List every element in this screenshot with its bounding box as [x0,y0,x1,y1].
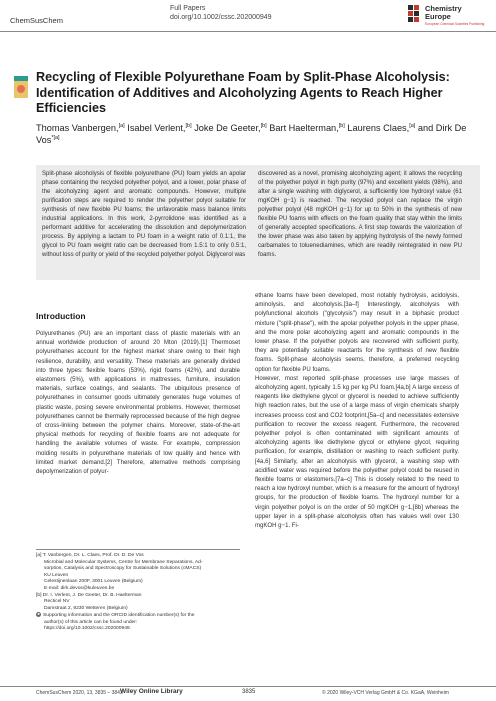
page-number: 3835 [242,689,256,695]
logo-title [425,5,462,21]
author-name: Laurens Claes, [347,123,410,133]
author-name: and Dirk De Vos [36,123,467,146]
logo-subtitle: European Chemical Societies Publishing [425,22,485,26]
author-affiliation: [a] [118,122,125,129]
supporting-info-line: author(s) of this article can be found under: [44,619,138,625]
author-affiliation: [b] [185,122,192,129]
footnote-email[interactable]: E-mail: dirk.devos@kuleuven.be [44,585,115,591]
footnote-line: Damstraat 2, 9230 Wetteren (Belgium) [44,605,128,611]
logo-title-line: Chemistry [425,4,462,13]
author-affiliation: [a] [409,122,416,129]
footnote-line: [a] T. Vanbergen, Dr. L. Claes, Prof. Dr. D. De Vos [36,553,144,558]
author-affiliation: [b] [260,122,267,129]
footer-citation: ChemSusChem 2020, 13, 3835 – 3843 [36,690,123,696]
logo-mark-icon [408,5,422,29]
abstract-box [36,165,480,280]
author-affiliation: *[a] [51,135,60,142]
journal-cover-icon [14,76,28,98]
supporting-info-icon: ■ [37,612,40,617]
supporting-info-text: Supporting information and the ORCID identification number(s) for the [43,613,195,619]
author-name: Bart Haelterman, [269,123,339,133]
abstract-left-column: Split-phase alcoholysis of flexible polyurethane (PU) foam yields an apolar phase containing the recycled polyether polyol, and a lower, polar phase of the alcoholyzing agent and aromatic compounds. However, multiple purification steps are required to render the polyether polyol suitable for synthesis of new flexible PU foams; the unfavorable mass balance limits industrial applications. In this work, 2-pyrrolidone was identified as a performant additive for accelerating the dissolution and depolymerization process. By applying a lactam to PU foam in a weight ratio of 0.1:1, the glycol to PU foam weight ratio can be decreased from 1.5:1 to only 0.5:1, without loss of purity or yield of the recycled polyether polyol. Diglycerol was [42,171,246,259]
logo-title-line: Europe [425,12,451,21]
journal-name: ChemSusChem [10,16,63,25]
footnote-line: KU Leuven [44,572,69,578]
body-right-column: ethane foams have been developed, most notably hydrolysis, acidolysis, aminolysis, and alcoholysis.[3a–f] Interestingly, alcoholysis with polyfunctional alcohols ("glycolysis") may result in a biphasic product mixture ("split-phase"), with the apolar polyether polyols in the upper phase, and the more polar alcoholyzing agent and aromatic compounds in the lower phase. If the polyether polyols are recovered with sufficient purity, they are potentially suitable reactants for the synthesis of new flexible foams. Split-phase alcoholysis seems, therefore, a preferred recycling option for flexible PU foams. However, most reported split-phase processes use large masses of alcoholyzing agent, typically 1.5 kg per kg PU foam.[4a,b] A large excess of reagents like diethylene glycol or glycerol is needed to achieve sufficiently high reaction rates, but the use of a large mass of virgin chemicals sharply increases process cost and CO2 footprint,[5a–c] and necessitates extensive purification to recover the excess reagent. Furthermore, the recovered polyether polyol is often contaminated with significant amounts of alcoholyzing agents like diethylene glycol or ethylene glycol, requiring purification, for example, distillation or washing to reach sufficient purity.[4a,6] Similarly, after an alcoholysis with glycerol, a washing step with acidified water was required before the polyether polyol could be reused in flexible foams or elastomers.[7a–c] This is closely related to the need to reach a low hydroxyl number, which is a measure for the amount of hydroxyl groups, for the production of flexible foams. The hydroxyl number for a virgin polyether polyol is on the order of 50 mgKOH g−1,[8b] whereas the upper layer in a split-phase alcoholysis often has values well over 130 mgKOH g−1. Fi- [255,293,459,530]
footer-rule [0,686,496,687]
header-rule [0,31,496,32]
supporting-info-line [36,612,242,619]
footnote-line: [b] Dr. I. Verlent, J. De Geeter, Dr. B. Haelterman [36,592,142,598]
author-list [36,122,476,147]
wiley-online-library-link[interactable]: Wiley Online Library [120,688,183,695]
author-name: Isabel Verlent, [127,123,186,133]
abstract-right-column: discovered as a novel, promising alcoholyzing agent; it allows the recycling of the polyether polyol in high purity (97%) and excellent yields (98%), and after a single washing with diglycerol, a sufficiently low hydroxyl value (61 mgKOH g−1) is reached. The recycled polyol can replace the virgin polyether polyol (48 mgKOH g−1) for up to 50% in the synthesis of new flexible PU foams with effects on the foam quality that stay within the limits of generally accepted specifications. A first step towards the valorization of the lower phase was also taken by applying hydrolysis of the newly formed carbamates to toluenediamines, which are readily reintegrated in new PU foams. [258,171,462,259]
footnote-line: Celestijnenlaan 200F, 3001 Leuven (Belgium) [44,579,143,585]
supporting-info-link[interactable]: https://doi.org/10.1002/cssc.202000949. [44,626,132,632]
footer-copyright: © 2020 Wiley-VCH Verlag GmbH & Co. KGaA, Weinheim [322,690,449,696]
footnote-line: Microbial and Molecular Systems, Centre for Membrane Separations, Ad- [44,559,203,565]
footnote-rule [36,549,240,550]
chemistry-europe-logo [408,4,492,34]
author-name: Thomas Vanbergen, [36,123,119,133]
paper-type: Full Papers [170,5,206,12]
affiliation-footnotes [36,553,242,633]
body-left-column: Polyurethanes (PU) are an important class of plastic materials with an annual worldwide production of around 20 Mton (2019).[1] Thermoset polyurethanes account for the highest market share owing to their high resilience, durability, and versatility. These materials are generally divided into three types: flexible foams (53%), rigid foams (42%), and durable elastomers (5%), with applications in mattresses, furniture, insulation materials, surface coatings, and sealants. The ubiquitous presence of polyurethanes in consumer goods ultimately generates huge volumes of plastic waste, posing severe environmental problems. However, thermoset polyurethanes cannot be thermally reprocessed because of the high degree of cross-linking between the polymer chains. Moreover, state-of-the-art physical methods for recycling of flexible foams are not adequate for handling the available volumes of waste. For example, compression molding results in polyurethane materials of low quality and hence with limited market demand.[2] Therefore, alternative methods comprising depolymerization of polyur- [36,331,240,476]
footnote-line: Recticel NV [44,599,70,605]
author-name: Joke De Geeter, [194,123,261,133]
section-heading-introduction: Introduction [36,311,86,321]
author-affiliation: [b] [338,122,345,129]
footnote-line: sorption, Catalysis and Spectroscopy for Sustainable Solutions (cMACS) [44,566,202,572]
doi-link[interactable]: doi.org/10.1002/cssc.202000949 [170,14,272,21]
article-title: Recycling of Flexible Polyurethane Foam by Split-Phase Alcoholysis: Identification of Additives and Alcoholyzing Agents to Reach Higher Efficiencies [36,70,450,116]
